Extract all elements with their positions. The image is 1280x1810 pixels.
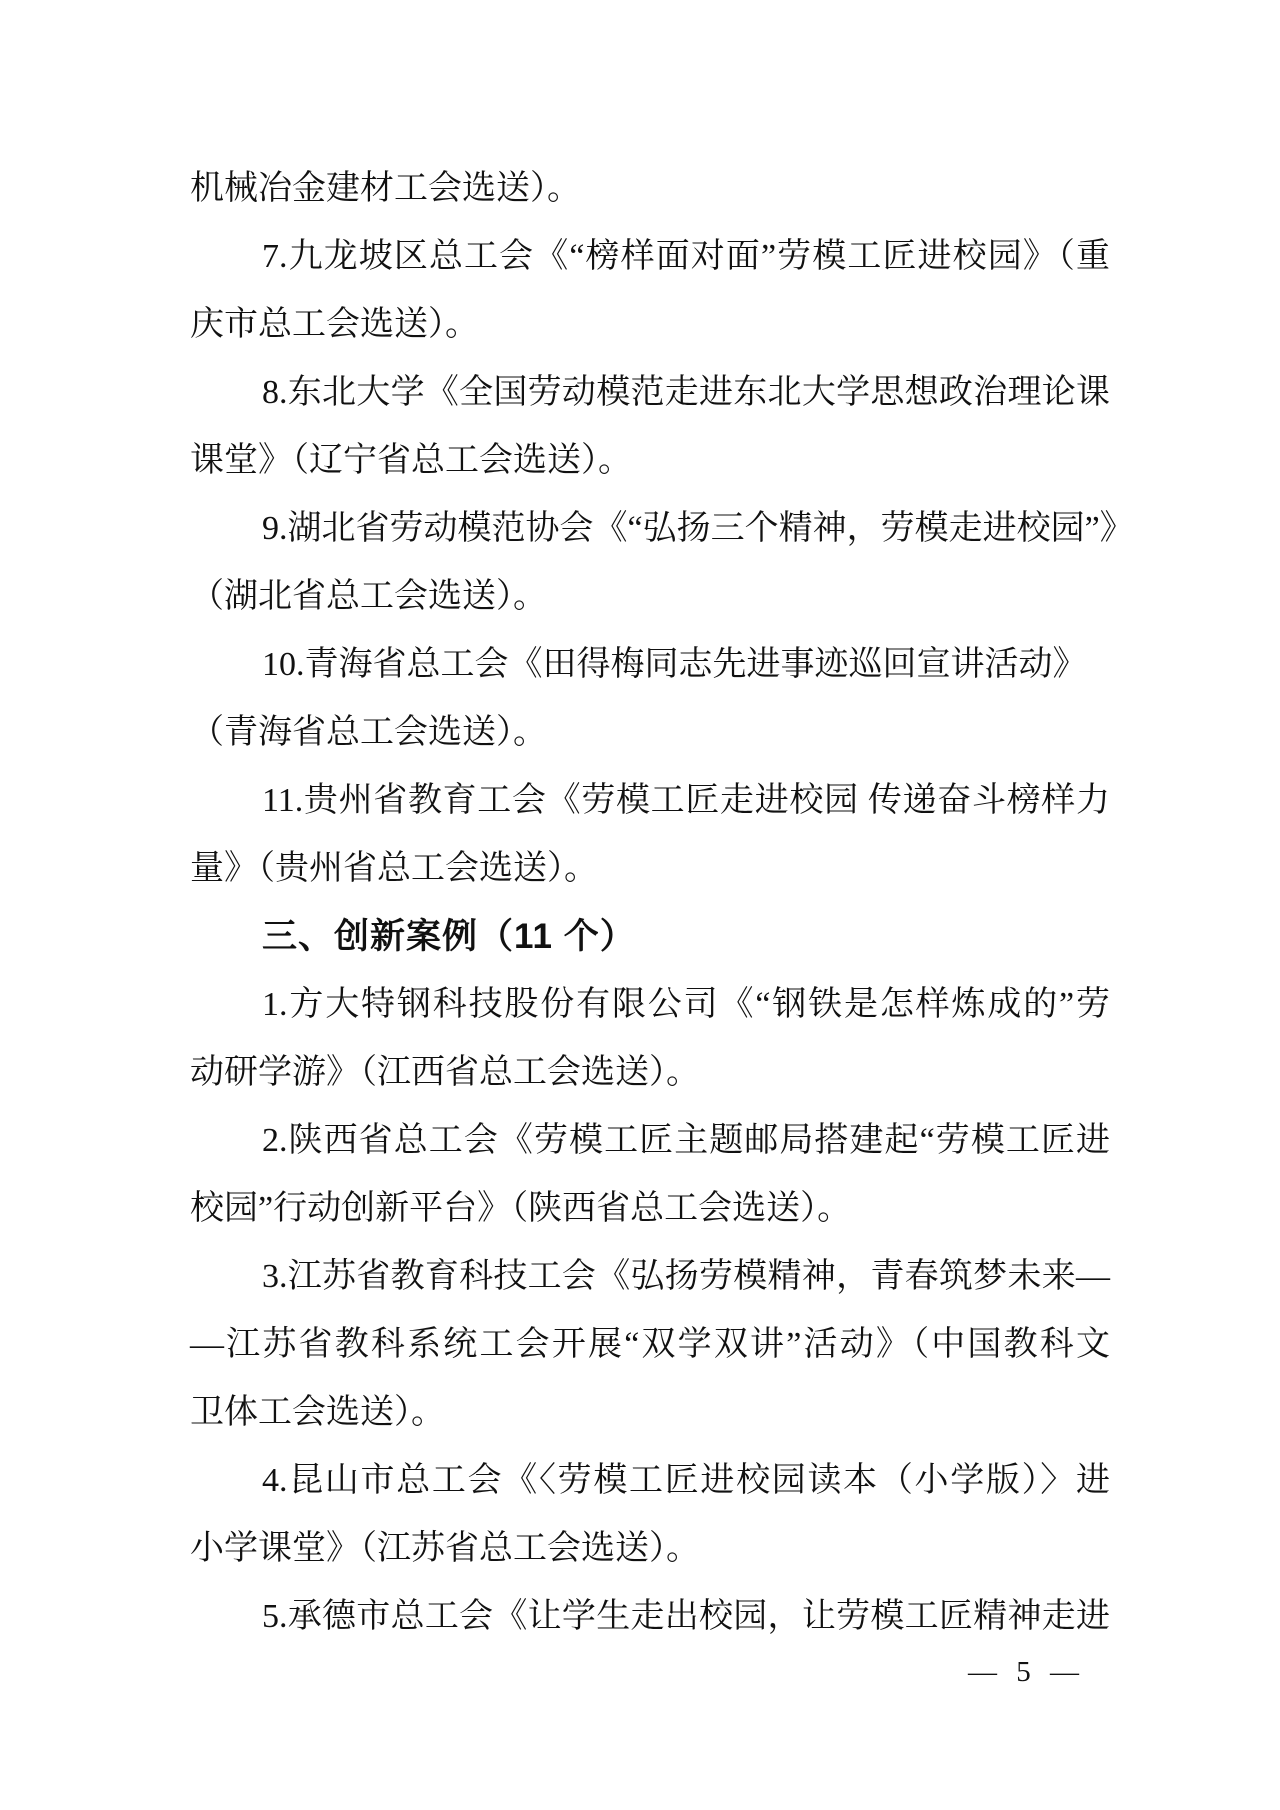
paragraph-continuation-line: 小学课堂》（江苏省总工会选送）。 — [190, 1530, 700, 1567]
paragraph-continuation-line: （湖北省总工会选送）。 — [190, 578, 547, 615]
list-item-line-8: 8.东北大学《全国劳动模范走进东北大学思想政治理论课 — [262, 374, 1110, 411]
page-number: — 5 — — [968, 1656, 1085, 1688]
paragraph-continuation-line: 卫体工会选送）。 — [190, 1394, 445, 1431]
paragraph-continuation-line: 机械冶金建材工会选送）。 — [190, 170, 581, 207]
list-item-line-5: 5.承德市总工会《让学生走出校园，让劳模工匠精神走进 — [262, 1598, 1110, 1635]
paragraph-continuation-line: 课堂》（辽宁省总工会选送）。 — [190, 442, 632, 479]
paragraph-continuation-line: （青海省总工会选送）。 — [190, 714, 547, 751]
list-item-line-7: 7.九龙坡区总工会《“榜样面对面”劳模工匠进校园》（重 — [262, 238, 1110, 275]
list-item-line-4: 4.昆山市总工会《〈劳模工匠进校园读本（小学版）〉进 — [262, 1462, 1110, 1499]
paragraph-continuation-line: 量》（贵州省总工会选送）。 — [190, 850, 598, 887]
list-item-line-2: 2.陕西省总工会《劳模工匠主题邮局搭建起“劳模工匠进 — [262, 1122, 1110, 1159]
paragraph-continuation-line: —江苏省教科系统工会开展“双学双讲”活动》（中国教科文 — [190, 1326, 1110, 1363]
section-heading: 三、创新案例（11 个） — [262, 917, 636, 956]
paragraph-continuation-line: 校园”行动创新平台》（陕西省总工会选送）。 — [190, 1190, 852, 1227]
list-item-line-9: 9.湖北省劳动模范协会《“弘扬三个精神，劳模走进校园”》 — [262, 510, 1134, 547]
document-body — [190, 155, 1134, 1651]
list-item-line-10: 10.青海省总工会《田得梅同志先进事迹巡回宣讲活动》 — [262, 646, 1087, 683]
list-item-line-3: 3.江苏省教育科技工会《弘扬劳模精神，青春筑梦未来— — [262, 1258, 1110, 1295]
paragraph-continuation-line: 庆市总工会选送）。 — [190, 306, 479, 343]
list-item-line-11: 11.贵州省教育工会《劳模工匠走进校园 传递奋斗榜样力 — [262, 782, 1110, 819]
list-item-line-1: 1.方大特钢科技股份有限公司《“钢铁是怎样炼成的”劳 — [262, 986, 1110, 1023]
paragraph-continuation-line: 动研学游》（江西省总工会选送）。 — [190, 1054, 700, 1091]
